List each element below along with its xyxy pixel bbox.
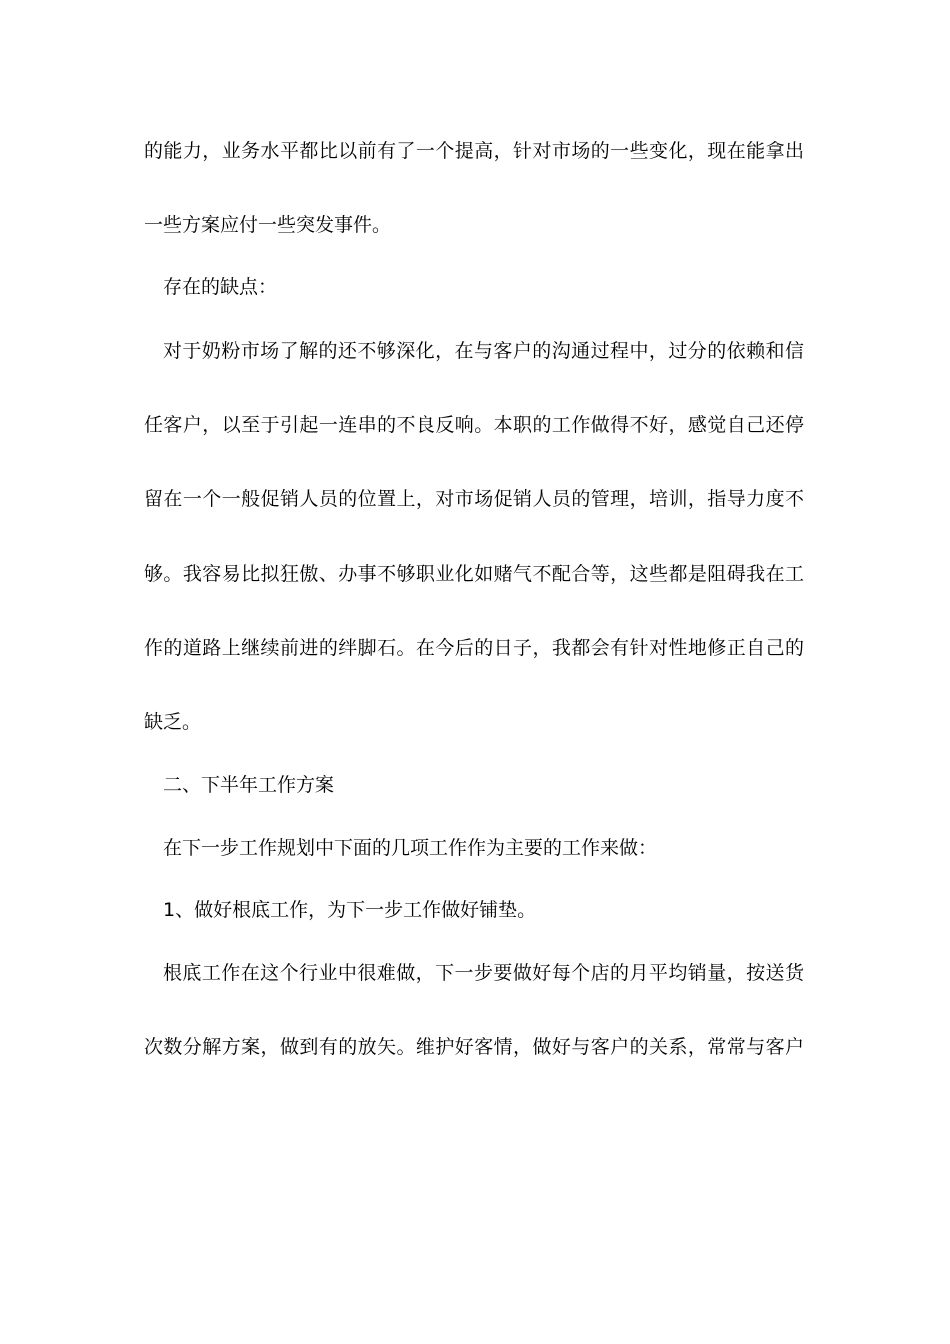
text-line: 的能力，业务水平都比以前有了一个提高，针对市场的一些变化，现在能拿出	[144, 140, 804, 162]
text-line: 一些方案应付一些突发事件。	[144, 214, 392, 236]
text-line: 作的道路上继续前进的绊脚石。在今后的日子，我都会有针对性地修正自己的	[144, 637, 804, 659]
text-line: 留在一个一般促销人员的位置上，对市场促销人员的管理，培训，指导力度不	[144, 488, 804, 510]
text-line: 在下一步工作规划中下面的几项工作作为主要的工作来做：	[163, 837, 658, 859]
text-line: 够。我容易比拟狂傲、办事不够职业化如赌气不配合等，这些都是阻碍我在工	[144, 563, 804, 585]
text-line: 缺乏。	[144, 711, 202, 733]
text-line: 次数分解方案，做到有的放矢。维护好客情，做好与客户的关系，常常与客户	[144, 1036, 804, 1058]
section-label: 存在的缺点：	[163, 276, 278, 298]
text-line: 对于奶粉市场了解的还不够深化，在与客户的沟通过程中，过分的依赖和信	[163, 340, 804, 362]
text-line: 根底工作在这个行业中很难做，下一步要做好每个店的月平均销量，按送货	[163, 962, 804, 984]
text-line: 任客户，以至于引起一连串的不良反响。本职的工作做得不好，感觉自己还停	[144, 414, 804, 436]
section-heading: 二、下半年工作方案	[163, 774, 335, 796]
list-item: 1、做好根底工作，为下一步工作做好铺垫。	[163, 899, 537, 921]
